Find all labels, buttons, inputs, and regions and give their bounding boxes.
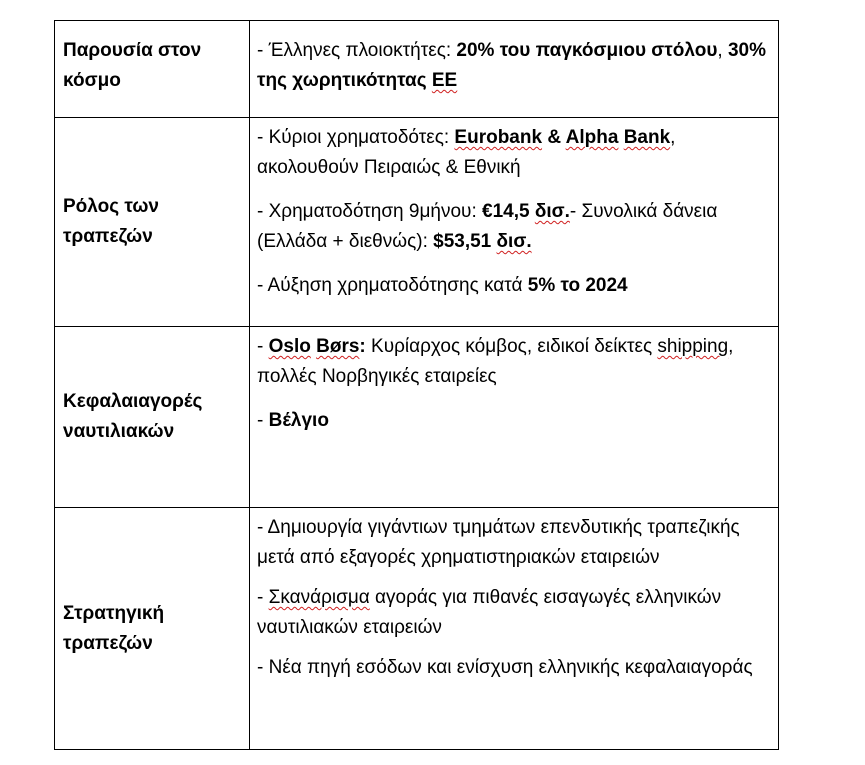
row-content-cell: [250, 118, 779, 327]
content-paragraph: [257, 583, 778, 643]
row-content-cell: [250, 508, 779, 750]
text-run: ,: [717, 40, 728, 61]
bold-text: €14,5: [482, 201, 535, 222]
text-run: - Χρηματοδότηση 9μήνου:: [257, 201, 483, 222]
spellcheck-word: Eurobank: [454, 127, 543, 148]
spellcheck-word: Σκανάρισμα: [268, 587, 370, 608]
spellcheck-word: Oslo: [268, 336, 311, 357]
row-label-cell: [55, 118, 250, 327]
text-run: - Δημιουργία γιγάντιων τμημάτων επενδυτικής τραπεζικής μετά από εξαγορές χρηματιστηριακών εταιρειών: [257, 517, 740, 568]
spellcheck-word: ΕΕ: [431, 70, 458, 91]
row-label-line: τραπεζών: [63, 226, 153, 247]
text-run: -: [257, 587, 269, 608]
row-content: [250, 327, 778, 436]
row-content: [250, 508, 778, 683]
text-run: -: [257, 336, 269, 357]
content-paragraph: [257, 123, 778, 183]
text-run: , πολλές Νορβηγικές εταιρείες: [257, 336, 734, 387]
content-paragraph: [257, 653, 778, 683]
bold-text: Βέλγιο: [268, 410, 329, 431]
text-run: - Συνολικά δάνεια (Ελλάδα + διεθνώς):: [257, 201, 718, 252]
row-label-cell: [55, 508, 250, 750]
table-row: [55, 508, 779, 750]
row-content: [250, 118, 778, 301]
content-paragraph: [257, 332, 778, 392]
table-row: [55, 21, 779, 118]
content-paragraph: [257, 513, 778, 573]
text-run: -: [257, 410, 269, 431]
row-label-line: Κεφαλαιαγορές: [63, 391, 203, 412]
bold-text: &: [542, 127, 566, 148]
row-label: [55, 599, 249, 659]
table-row: [55, 327, 779, 508]
row-label: [55, 21, 249, 96]
text-run: - Έλληνες πλοιοκτήτες:: [257, 40, 457, 61]
bold-text: :: [359, 336, 366, 357]
content-table: [54, 20, 779, 750]
text-run: , ακολουθούν Πειραιώς & Εθνική: [257, 127, 676, 178]
row-label: [55, 192, 249, 252]
spellcheck-word: Bank: [623, 127, 671, 148]
row-label-line: Στρατηγική: [63, 602, 165, 624]
table-row: [55, 118, 779, 327]
content-paragraph: [257, 406, 778, 436]
row-label: [55, 387, 249, 447]
bold-text: 30% της χωρητικότητας: [257, 40, 766, 91]
text-run: - Νέα πηγή εσόδων και ενίσχυση ελληνικής κεφαλαιαγοράς: [257, 657, 753, 678]
row-content-cell: [250, 21, 779, 118]
row-label-cell: [55, 21, 250, 118]
content-paragraph: [257, 36, 778, 96]
content-paragraph: [257, 197, 778, 257]
text-run: Κυρίαρχος κόμβος, ειδικοί δείκτες: [365, 336, 658, 357]
row-label-cell: [55, 327, 250, 508]
row-content-cell: [250, 327, 779, 508]
spellcheck-word: δισ.: [534, 201, 570, 222]
spellcheck-word: Børs: [316, 336, 360, 357]
spellcheck-word: δισ.: [496, 231, 532, 252]
row-label-line: τραπεζών: [63, 632, 153, 654]
text-run: - Κύριοι χρηματοδότες:: [257, 127, 455, 148]
text-run: - Αύξηση χρηματοδότησης κατά: [257, 275, 528, 296]
bold-text: 5% το 2024: [527, 275, 628, 296]
spellcheck-word: shipping: [657, 336, 729, 357]
text-run: αγοράς για πιθανές εισαγωγές ελληνικών ναυτιλιακών εταιρειών: [257, 587, 722, 638]
spellcheck-word: Alpha: [565, 127, 619, 148]
bold-text: $53,51: [433, 231, 497, 252]
content-paragraph: [257, 271, 778, 301]
row-content: [250, 21, 778, 96]
row-label-line: Ρόλος των: [63, 196, 159, 217]
row-label-line: ναυτιλιακών: [63, 421, 175, 442]
bold-text: 20% του παγκόσμιου στόλου: [456, 40, 718, 61]
row-label-line: κόσμο: [63, 70, 121, 91]
row-label-line: Παρουσία στον: [63, 40, 202, 61]
